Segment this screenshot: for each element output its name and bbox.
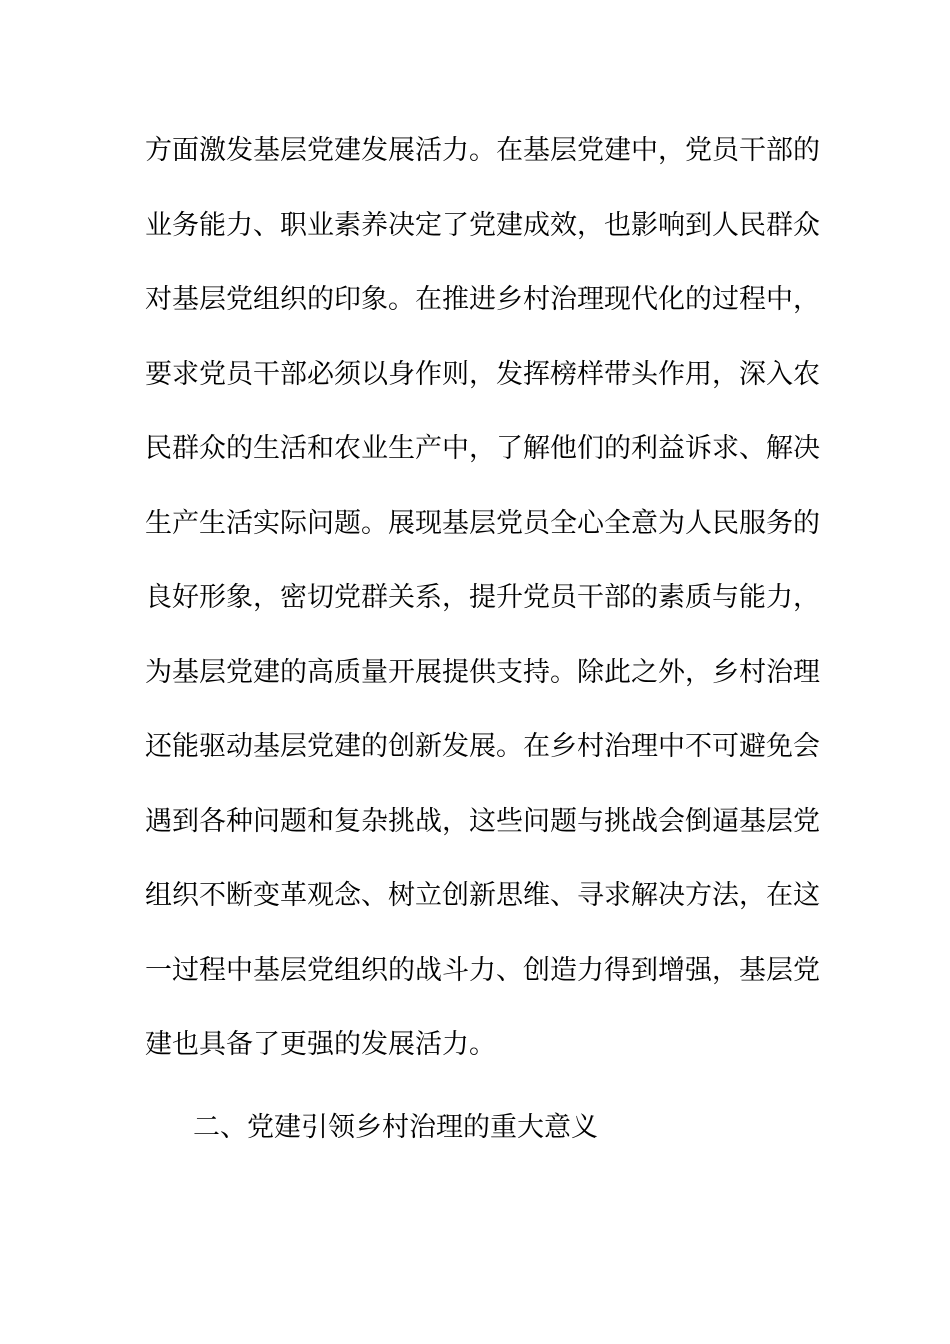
paragraph-line: 还能驱动基层党建的创新发展。在乡村治理中不可避免会 [145, 731, 820, 762]
paragraph-line: 组织不断变革观念、树立创新思维、寻求解决方法，在这 [145, 880, 820, 911]
paragraph-line: 建也具备了更强的发展活力。 [145, 1029, 496, 1060]
paragraph-line: 为基层党建的高质量开展提供支持。除此之外，乡村治理 [145, 656, 820, 688]
paragraph-line: 生产生活实际问题。展现基层党员全心全意为人民服务的 [145, 507, 820, 539]
paragraph-line: 业务能力、职业素养决定了党建成效，也影响到人民群众 [145, 209, 820, 241]
paragraph-line: 遇到各种问题和复杂挑战，这些问题与挑战会倒逼基层党 [145, 805, 820, 837]
section-heading: 二、党建引领乡村治理的重大意义 [193, 1112, 598, 1143]
paragraph-line: 方面激发基层党建发展活力。在基层党建中，党员干部的 [145, 135, 820, 166]
paragraph-line: 民群众的生活和农业生产中，了解他们的利益诉求、解决 [145, 433, 820, 464]
paragraph-line: 对基层党组织的印象。在推进乡村治理现代化的过程中， [145, 284, 820, 315]
paragraph-line: 要求党员干部必须以身作则，发挥榜样带头作用，深入农 [145, 358, 820, 390]
body-paragraph [145, 128, 820, 1097]
paragraph-line: 良好形象，密切党群关系，提升党员干部的素质与能力， [145, 582, 820, 613]
paragraph-line: 一过程中基层党组织的战斗力、创造力得到增强，基层党 [145, 954, 820, 986]
